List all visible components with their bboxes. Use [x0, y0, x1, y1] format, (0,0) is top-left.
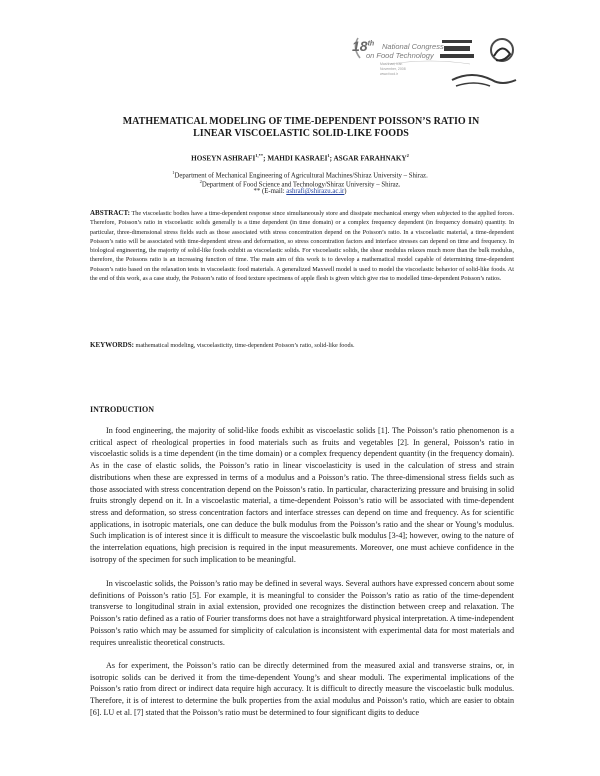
paper-title: [92, 116, 510, 140]
author-3-mark: 2: [406, 153, 409, 158]
affiliation-2: [90, 179, 510, 188]
logo-number-suffix: th: [367, 40, 375, 48]
logo-small-line: www.food.ir: [380, 72, 399, 76]
body-paragraph: [90, 660, 514, 719]
author-3: ; ASGAR FARAHNAKY: [329, 154, 407, 163]
abstract-label: ABSTRACT:: [90, 209, 130, 217]
logo-line-2: on Food Technology: [366, 51, 434, 60]
keywords-text: mathematical modeling, viscoelasticity, time-dependent Poisson’s ratio, solid-like foods.: [133, 342, 355, 349]
author-1: HOSEYN ASHRAFI: [191, 154, 256, 163]
conference-logo: [352, 36, 528, 98]
body-paragraph: [90, 578, 514, 648]
keywords: [90, 341, 514, 350]
affiliation-1: [90, 170, 510, 179]
title-line-2: LINEAR VISCOELASTIC SOLID-LIKE FOODS: [193, 128, 409, 139]
abstract-text: The viscoelastic bodies have a time-dependent response since simultaneously store and dissipate mechanical energy when subjected to the applied forces. Therefore, Poisson’s ratio in viscoelastic solids generally is a time dependent (in time domain) or a complex frequency dependent (in frequency domain) quantity. In particular, three-dimensional stress fields such as those associated with stress concentration depend on the Poisson’s ratio. In a viscoelastic material, a time-dependent Poisson’s ratio will be associated with time-dependent stress and deformation, so stress concentration factors and interface stresses can depend on time and frequency. In biological engineering, the majority of solid-like foods exhibit as viscoelastic solids. For viscoelastic solids, the shear modulus relaxes much more than the bulk modulus, therefore, the Poissons ratio is an increasing function of time. The main aim of this work is to develop a mathematical model capable of determining time-dependent Poisson’s ratio based on the relaxation tests in viscoelastic food materials. A generalized Maxwell model is used to model the viscoelastic behavior of solid-like foods. At the end of this work, as a case study, the Poisson’s ratio of food texture specimens of apple flesh is given which give rise to modelled time-dependent Poisson’s ratios.: [90, 210, 514, 283]
abstract: [90, 209, 514, 283]
logo-number: 18: [352, 38, 368, 54]
affiliation-2-mark: 2: [199, 179, 202, 184]
author-2-mark: 1: [327, 153, 330, 158]
title-line-1: MATHEMATICAL MODELING OF TIME-DEPENDENT POISSON’S RATIO IN: [122, 116, 480, 127]
email-prefix: ** (E-mail:: [253, 188, 287, 195]
affiliation-1-mark: 1: [172, 170, 175, 175]
affiliation-1-text: Department of Mechanical Engineering of Agricultural Machines/Shiraz University – Shiraz.: [174, 172, 428, 180]
author-list: [130, 153, 470, 162]
author-2: ; MAHDI KASRAEI: [263, 154, 328, 163]
logo-line-1: National Congress: [382, 42, 444, 51]
paragraph-text: In food engineering, the majority of solid-like foods exhibit as viscoelastic solids [1]. The Poisson’s ratio phenomenon is a critical aspect of rheological properties in food materials such as fruits and vegetables [2]. In general, Poisson’s ratio in viscoelastic solids is a time dependent (in the time domain) or a complex frequency dependent quantity (in the frequency domain). As in the case of elastic solids, the Poisson’s ratio in linear viscoelasticity is used in the calculation of stress and strain distributions when these are expressed in terms of a modulus and a Poisson’s ratio. The three-dimensional stress fields such as those associated with stress concentration depend on the Poisson’s ratio. In particular, characterizing pressure and bruising in solid fruits strongly depend on it. In a viscoelastic material, a time-dependent Poisson’s ratio will be associated with time-dependent stress and deformation, so stress concentration factors and interface stresses can depend on time and frequency. As for scientific applications, in isotropic materials, one can deduce the bulk modulus from the Poisson’s ratio and the shear or Young’s modulus. Such implication is of interest since it is difficult to measure the viscoelastic bulk modulus [3-4]; however, owing to the nature of the interrelation equations, high precision is required in the input measurements. Moreover, one must achieve confidence in the isotropy of the specimen for such implication to be meaningful.: [90, 426, 514, 564]
keywords-label: KEYWORDS:: [90, 341, 134, 349]
author-1-mark: 1,**: [255, 153, 264, 158]
affiliation-2-text: Department of Food Science and Technology/Shiraz University – Shiraz.: [201, 181, 401, 189]
paragraph-text: In viscoelastic solids, the Poisson’s ratio may be defined in several ways. Several authors have expressed concern about some definitions of Poisson’s ratio [5]. For example, it is meaningful to consider the Poisson’s ratio as ratio of the time-dependent transverse to longitudinal strain in axial extension, provided one recognizes the distinction between creep and relaxation. The Poisson’s ratio defined as a ratio of Fourier transforms does not have a straightforward physical interpretation. A time-independent Poisson’s ratio which may be assumed for simplicity of calculation is inconsistent with experimental data for most materials and requires unrealistic theoretical constructs.: [90, 579, 514, 647]
email-link[interactable]: ashrafi@shirazu.ac.ir: [286, 188, 345, 195]
logo-small-line: November, 2008: [380, 67, 406, 71]
paragraph-text: As for experiment, the Poisson’s ratio can be directly determined from the measured axial and transverse strains, or, in isotropic solids can be derived it from the time-dependent Young’s and shear moduli. The experimental implications of the Poisson’s ratio from direct or indirect data require high accuracy. It is difficult to directly measure the viscoelastic bulk modulus. Therefore, it is of interest to determine the bulk properties from the axial modulus and Poisson’s ratio, which are easier to obtain [6]. LU et al. [7] stated that the Poisson’s ratio must be determined to four significant digits to deduce: [90, 661, 514, 717]
corresponding-email: [90, 188, 510, 195]
email-suffix: ): [344, 188, 347, 195]
logo-small-line: Mashhad, Iran: [380, 62, 403, 66]
section-heading-introduction: INTRODUCTION: [90, 405, 155, 414]
body-paragraph: [90, 425, 514, 565]
